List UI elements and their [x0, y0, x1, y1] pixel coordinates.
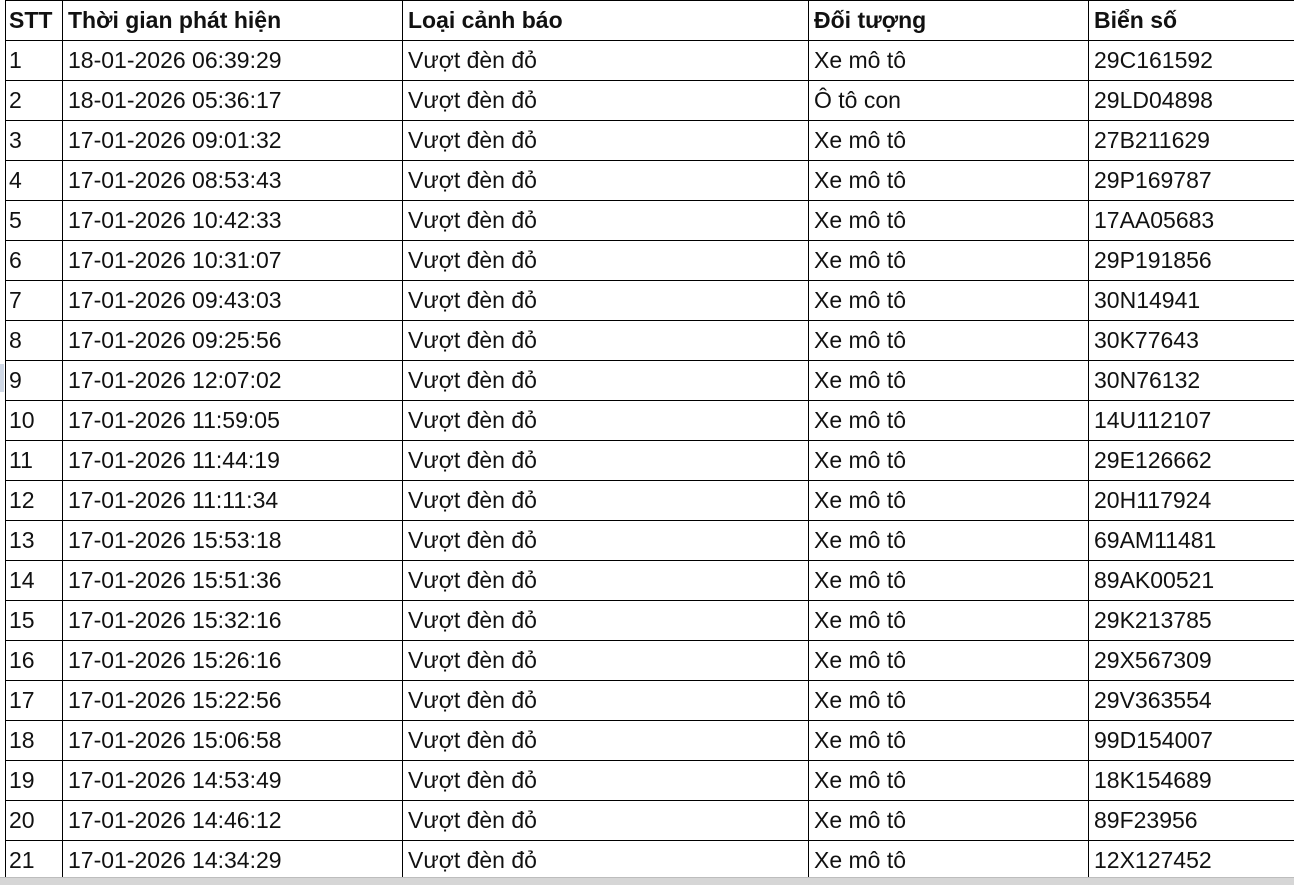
header-cell-object[interactable]: Đối tượng — [809, 1, 1089, 41]
cell-alert-type[interactable]: Vượt đèn đỏ — [403, 361, 809, 401]
cell-detection-time[interactable]: 18-01-2026 06:39:29 — [63, 41, 403, 81]
cell-object[interactable]: Xe mô tô — [809, 681, 1089, 721]
cell-alert-type[interactable]: Vượt đèn đỏ — [403, 681, 809, 721]
cell-object[interactable]: Xe mô tô — [809, 521, 1089, 561]
cell-alert-type[interactable]: Vượt đèn đỏ — [403, 401, 809, 441]
cell-plate[interactable]: 29E126662 — [1089, 441, 1294, 481]
cell-alert-type[interactable]: Vượt đèn đỏ — [403, 41, 809, 81]
cell-alert-type[interactable]: Vượt đèn đỏ — [403, 521, 809, 561]
cell-object[interactable]: Xe mô tô — [809, 721, 1089, 761]
cell-stt[interactable]: 13 — [6, 521, 63, 561]
cell-detection-time[interactable]: 17-01-2026 09:01:32 — [63, 121, 403, 161]
cell-object[interactable]: Xe mô tô — [809, 641, 1089, 681]
table-row — [6, 801, 1294, 841]
table-row — [6, 281, 1294, 321]
cell-alert-type[interactable]: Vượt đèn đỏ — [403, 561, 809, 601]
header-cell-stt[interactable]: STT — [6, 1, 63, 41]
table-row — [6, 561, 1294, 601]
cell-object[interactable]: Xe mô tô — [809, 161, 1089, 201]
cell-plate[interactable]: 30K77643 — [1089, 321, 1294, 361]
cell-detection-time[interactable]: 17-01-2026 15:06:58 — [63, 721, 403, 761]
table-row — [6, 361, 1294, 401]
cell-object[interactable]: Xe mô tô — [809, 361, 1089, 401]
cell-alert-type[interactable]: Vượt đèn đỏ — [403, 641, 809, 681]
cell-plate[interactable]: 29P191856 — [1089, 241, 1294, 281]
cell-detection-time[interactable]: 17-01-2026 11:44:19 — [63, 441, 403, 481]
cell-stt[interactable]: 2 — [6, 81, 63, 121]
cell-object[interactable]: Xe mô tô — [809, 281, 1089, 321]
violations-table — [5, 0, 1294, 878]
cell-stt[interactable]: 8 — [6, 321, 63, 361]
cell-detection-time[interactable]: 17-01-2026 14:46:12 — [63, 801, 403, 841]
table-row — [6, 321, 1294, 361]
table-row — [6, 241, 1294, 281]
cell-plate[interactable]: 30N76132 — [1089, 361, 1294, 401]
cell-alert-type[interactable]: Vượt đèn đỏ — [403, 241, 809, 281]
cell-detection-time[interactable]: 17-01-2026 15:26:16 — [63, 641, 403, 681]
row-header-edge — [0, 0, 5, 878]
cell-alert-type[interactable]: Vượt đèn đỏ — [403, 161, 809, 201]
cell-object[interactable]: Xe mô tô — [809, 601, 1089, 641]
table-row — [6, 721, 1294, 761]
cell-stt[interactable]: 6 — [6, 241, 63, 281]
cell-plate[interactable]: 29V363554 — [1089, 681, 1294, 721]
cell-alert-type[interactable]: Vượt đèn đỏ — [403, 601, 809, 641]
cell-object[interactable]: Xe mô tô — [809, 801, 1089, 841]
cell-alert-type[interactable]: Vượt đèn đỏ — [403, 721, 809, 761]
table-row — [6, 41, 1294, 81]
header-row — [6, 1, 1294, 41]
cell-plate[interactable]: 18K154689 — [1089, 761, 1294, 801]
cell-alert-type[interactable]: Vượt đèn đỏ — [403, 321, 809, 361]
cell-plate[interactable]: 99D154007 — [1089, 721, 1294, 761]
cell-plate[interactable]: 12X127452 — [1089, 841, 1294, 879]
cell-stt[interactable]: 9 — [6, 361, 63, 401]
cell-plate[interactable]: 29P169787 — [1089, 161, 1294, 201]
table-row — [6, 401, 1294, 441]
cell-detection-time[interactable]: 17-01-2026 15:32:16 — [63, 601, 403, 641]
table-row — [6, 81, 1294, 121]
cell-alert-type[interactable]: Vượt đèn đỏ — [403, 761, 809, 801]
table-row — [6, 121, 1294, 161]
cell-stt[interactable]: 1 — [6, 41, 63, 81]
table-row — [6, 761, 1294, 801]
cell-stt[interactable]: 16 — [6, 641, 63, 681]
cell-alert-type[interactable]: Vượt đèn đỏ — [403, 481, 809, 521]
cell-stt[interactable]: 4 — [6, 161, 63, 201]
cell-stt[interactable]: 11 — [6, 441, 63, 481]
selected-row-marker — [0, 364, 4, 392]
cell-plate[interactable]: 27B211629 — [1089, 121, 1294, 161]
table-row — [6, 481, 1294, 521]
cell-alert-type[interactable]: Vượt đèn đỏ — [403, 121, 809, 161]
cell-object[interactable]: Xe mô tô — [809, 241, 1089, 281]
cell-object[interactable]: Xe mô tô — [809, 41, 1089, 81]
table-row — [6, 441, 1294, 481]
cell-plate[interactable]: 17AA05683 — [1089, 201, 1294, 241]
cell-detection-time[interactable]: 17-01-2026 10:31:07 — [63, 241, 403, 281]
cell-object[interactable]: Xe mô tô — [809, 761, 1089, 801]
table-row — [6, 681, 1294, 721]
cell-stt[interactable]: 15 — [6, 601, 63, 641]
cell-plate[interactable]: 89F23956 — [1089, 801, 1294, 841]
cell-stt[interactable]: 17 — [6, 681, 63, 721]
cell-stt[interactable]: 5 — [6, 201, 63, 241]
cell-detection-time[interactable]: 17-01-2026 11:59:05 — [63, 401, 403, 441]
cell-stt[interactable]: 20 — [6, 801, 63, 841]
cell-alert-type[interactable]: Vượt đèn đỏ — [403, 281, 809, 321]
table-row — [6, 521, 1294, 561]
cell-detection-time[interactable]: 17-01-2026 14:34:29 — [63, 841, 403, 879]
cell-detection-time[interactable]: 17-01-2026 14:53:49 — [63, 761, 403, 801]
cell-object[interactable]: Xe mô tô — [809, 561, 1089, 601]
table-row — [6, 201, 1294, 241]
cell-alert-type[interactable]: Vượt đèn đỏ — [403, 801, 809, 841]
table-row — [6, 161, 1294, 201]
cell-object[interactable]: Xe mô tô — [809, 401, 1089, 441]
cell-plate[interactable]: 20H117924 — [1089, 481, 1294, 521]
cell-object[interactable]: Xe mô tô — [809, 121, 1089, 161]
cell-alert-type[interactable]: Vượt đèn đỏ — [403, 441, 809, 481]
cell-detection-time[interactable]: 17-01-2026 09:25:56 — [63, 321, 403, 361]
cell-plate[interactable]: 29X567309 — [1089, 641, 1294, 681]
header-cell-detection-time[interactable]: Thời gian phát hiện — [63, 1, 403, 41]
cell-object[interactable]: Xe mô tô — [809, 441, 1089, 481]
cell-detection-time[interactable]: 17-01-2026 15:22:56 — [63, 681, 403, 721]
cell-object[interactable]: Xe mô tô — [809, 481, 1089, 521]
table-body — [6, 41, 1294, 879]
cell-detection-time[interactable]: 17-01-2026 10:42:33 — [63, 201, 403, 241]
cell-stt[interactable]: 10 — [6, 401, 63, 441]
cell-plate[interactable]: 89AK00521 — [1089, 561, 1294, 601]
cell-detection-time[interactable]: 17-01-2026 15:51:36 — [63, 561, 403, 601]
cell-object[interactable]: Ô tô con — [809, 81, 1089, 121]
cell-alert-type[interactable]: Vượt đèn đỏ — [403, 81, 809, 121]
cell-object[interactable]: Xe mô tô — [809, 201, 1089, 241]
cell-detection-time[interactable]: 17-01-2026 08:53:43 — [63, 161, 403, 201]
cell-object[interactable]: Xe mô tô — [809, 841, 1089, 879]
cell-object[interactable]: Xe mô tô — [809, 321, 1089, 361]
cell-detection-time[interactable]: 17-01-2026 12:07:02 — [63, 361, 403, 401]
cell-plate[interactable]: 29LD04898 — [1089, 81, 1294, 121]
header-cell-plate[interactable]: Biển số — [1089, 1, 1294, 41]
cell-plate[interactable]: 14U112107 — [1089, 401, 1294, 441]
cell-stt[interactable]: 12 — [6, 481, 63, 521]
header-cell-alert-type[interactable]: Loại cảnh báo — [403, 1, 809, 41]
cell-plate[interactable]: 30N14941 — [1089, 281, 1294, 321]
cell-detection-time[interactable]: 18-01-2026 05:36:17 — [63, 81, 403, 121]
cell-stt[interactable]: 14 — [6, 561, 63, 601]
table-row — [6, 641, 1294, 681]
cell-detection-time[interactable]: 17-01-2026 09:43:03 — [63, 281, 403, 321]
cell-stt[interactable]: 18 — [6, 721, 63, 761]
cell-stt[interactable]: 7 — [6, 281, 63, 321]
cell-alert-type[interactable]: Vượt đèn đỏ — [403, 841, 809, 879]
cell-detection-time[interactable]: 17-01-2026 15:53:18 — [63, 521, 403, 561]
cell-plate[interactable]: 29K213785 — [1089, 601, 1294, 641]
cell-stt[interactable]: 21 — [6, 841, 63, 879]
cell-alert-type[interactable]: Vượt đèn đỏ — [403, 201, 809, 241]
cell-plate[interactable]: 69AM11481 — [1089, 521, 1294, 561]
cell-detection-time[interactable]: 17-01-2026 11:11:34 — [63, 481, 403, 521]
table-row — [6, 601, 1294, 641]
cell-stt[interactable]: 19 — [6, 761, 63, 801]
cell-stt[interactable]: 3 — [6, 121, 63, 161]
cell-plate[interactable]: 29C161592 — [1089, 41, 1294, 81]
table-row — [6, 841, 1294, 879]
